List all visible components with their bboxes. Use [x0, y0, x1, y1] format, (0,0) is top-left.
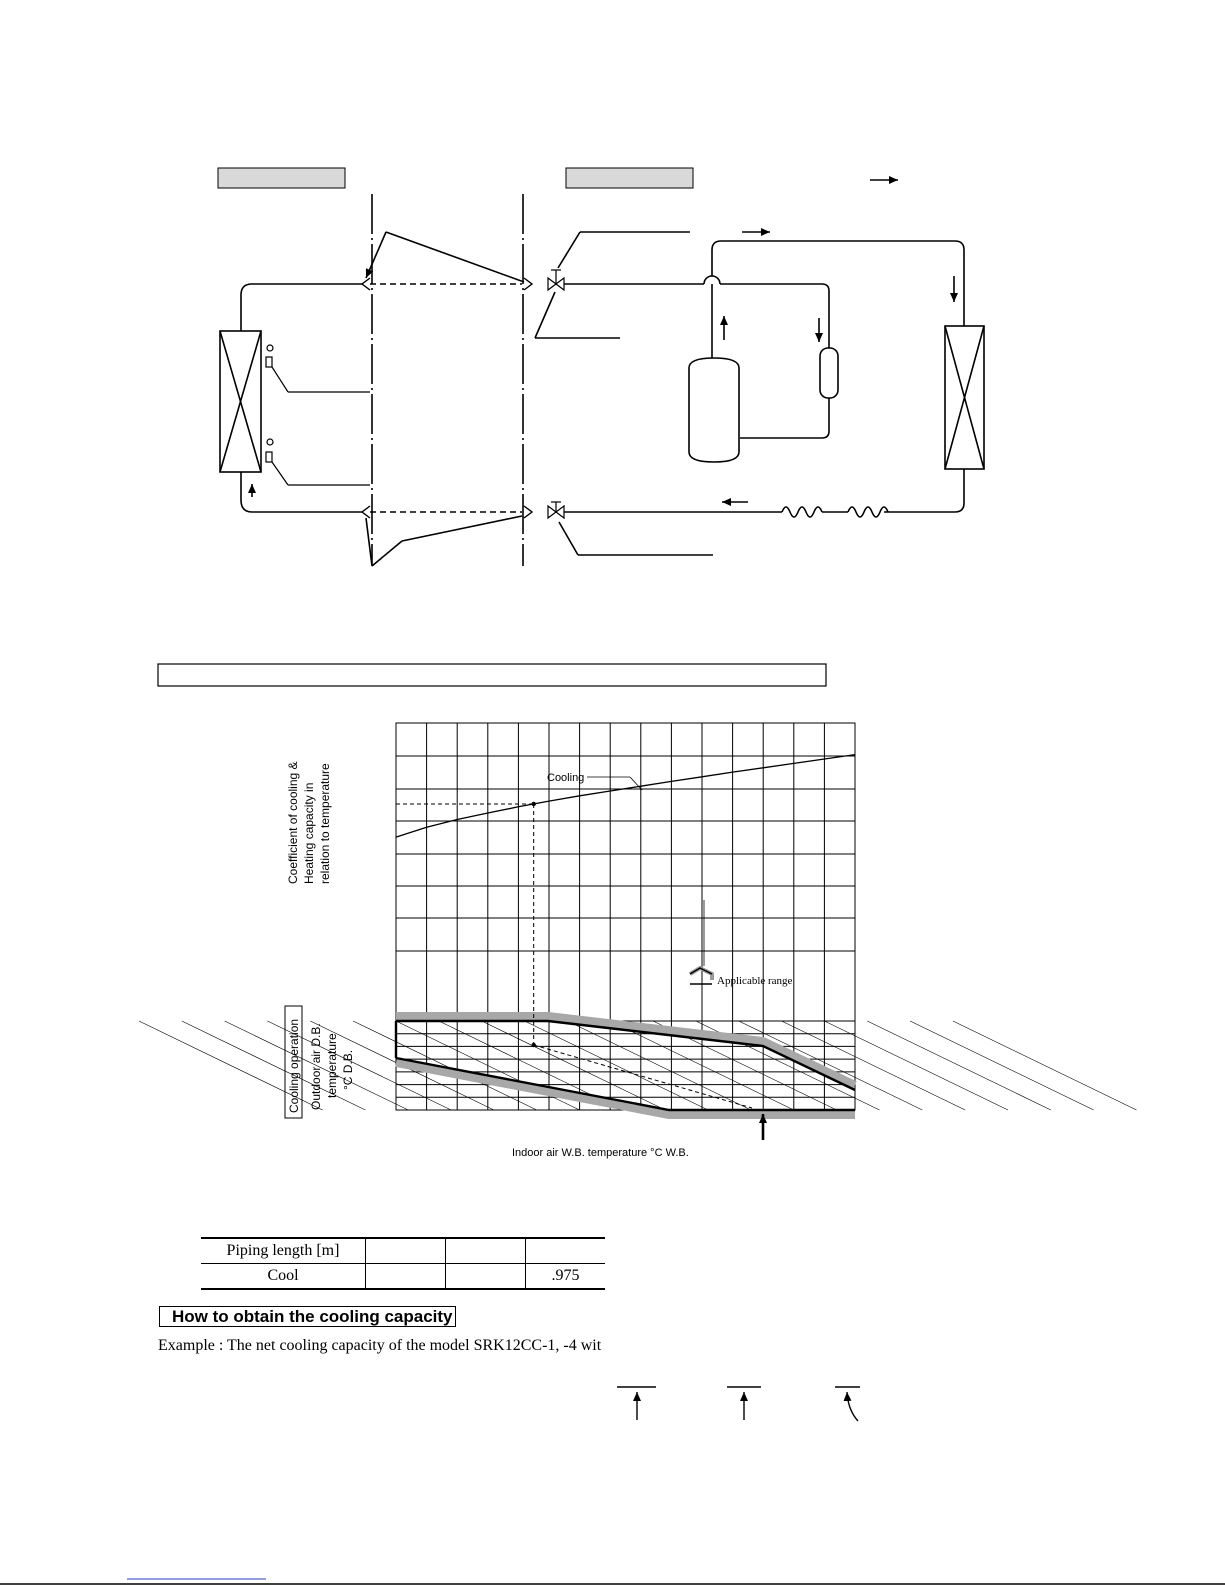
lower-axis-label-line-3: °C D.B.: [341, 1049, 355, 1090]
applicable-range-legend-icon: [690, 968, 712, 984]
table-cell: [366, 1264, 446, 1290]
outdoor-heat-exchanger: [945, 326, 984, 469]
y-axis-label-line-3: relation to temperature: [318, 763, 332, 884]
y-axis-label-line-2: Heating capacity in: [302, 782, 316, 884]
cooling-operation-label: Cooling operation: [287, 1018, 301, 1113]
gas-service-valve: [548, 270, 564, 290]
liquid-service-valve: [548, 502, 564, 518]
lower-axis-label-line-1: Outdoor air D.B.: [309, 1023, 323, 1110]
piping-length-header: Piping length [m]: [201, 1238, 366, 1264]
example-point-lower: [532, 1043, 536, 1047]
compressor: [689, 358, 739, 462]
piping-length-table: [201, 1237, 605, 1290]
example-pointer-arrows: [617, 1387, 860, 1421]
table-cell: [526, 1238, 606, 1264]
example-point: [532, 802, 536, 806]
refrigerant-circuit-diagram: [218, 168, 984, 566]
outdoor-unit-label-box: [566, 168, 693, 188]
applicable-range-label: Applicable range: [717, 975, 793, 987]
x-axis-label: Indoor air W.B. temperature °C W.B.: [512, 1147, 689, 1159]
cooling-capacity-curve-layer: [396, 755, 855, 838]
indoor-heat-exchanger: [220, 331, 261, 472]
cooling-curve-line: [396, 755, 855, 838]
lower-axis-label-line-2: temperature: [325, 1033, 339, 1098]
table-row: [201, 1238, 605, 1264]
cooling-curve-label: Cooling: [547, 772, 585, 784]
table-row: [201, 1264, 605, 1290]
table-cell: [446, 1264, 526, 1290]
table-cell: [446, 1238, 526, 1264]
y-axis-label-line-1: Coefficient of cooling &: [286, 761, 300, 884]
table-cell: .975: [526, 1264, 606, 1290]
howto-section-title: How to obtain the cooling capacity: [159, 1306, 456, 1327]
section-title-box: [158, 664, 826, 686]
accumulator: [820, 348, 838, 398]
example-guide-lines: [396, 802, 752, 1108]
example-text: Example : The net cooling capacity of the model SRK12CC-1, -4 wit: [158, 1337, 602, 1354]
cool-row-label: Cool: [201, 1264, 366, 1290]
range-lower-limit: [396, 1058, 855, 1110]
y-axis-label: [286, 761, 332, 884]
indoor-thermistor-sensors: [266, 345, 370, 485]
indoor-unit-label-box: [218, 168, 345, 188]
table-cell: [366, 1238, 446, 1264]
applicable-range-band: [396, 1016, 855, 1115]
